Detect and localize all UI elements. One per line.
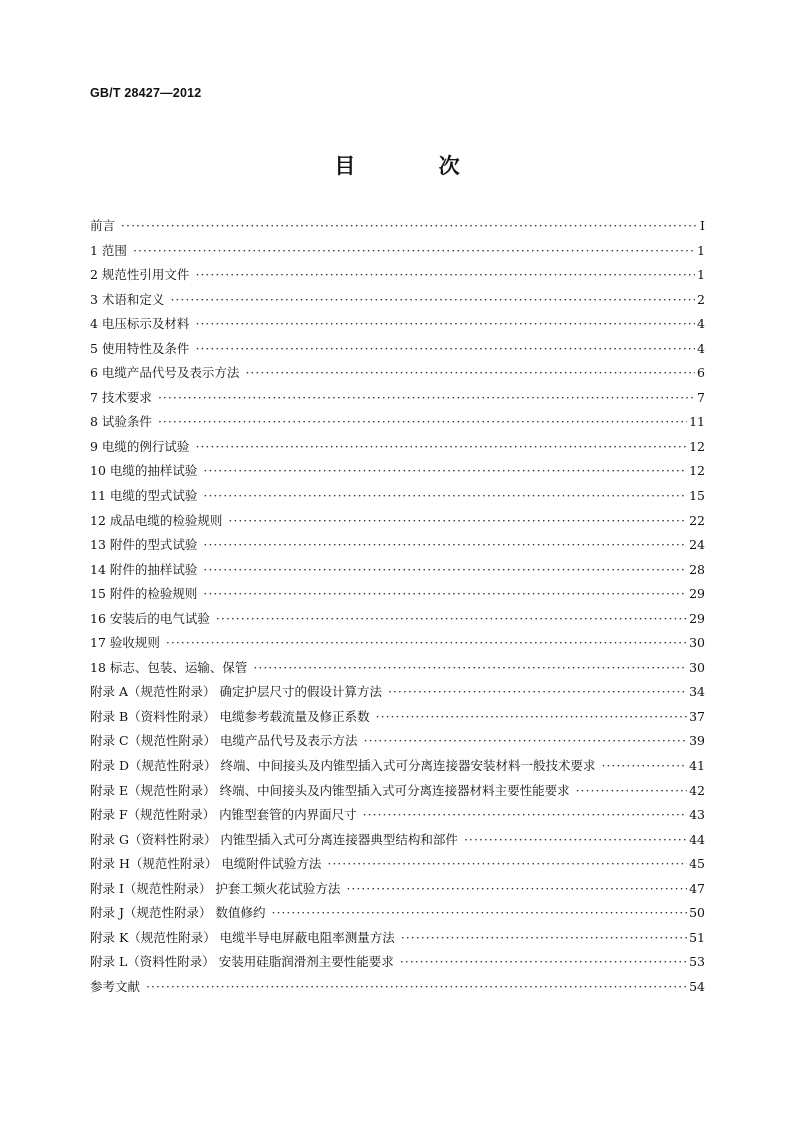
toc-entry-label: 5 使用特性及条件 [90, 340, 190, 356]
toc-entry[interactable] [90, 926, 705, 951]
toc-entry-page-number: 2 [697, 291, 705, 307]
toc-entry[interactable] [90, 533, 705, 558]
toc-dot-leader [364, 729, 688, 754]
toc-entry[interactable] [90, 582, 705, 607]
toc-entry[interactable] [90, 361, 705, 386]
toc-entry[interactable] [90, 509, 705, 534]
toc-entry-page-number: 1 [697, 267, 705, 283]
toc-entry-page-number: 6 [697, 365, 705, 381]
toc-entry-label: 13 附件的型式试验 [90, 537, 198, 553]
toc-entry-page-number: 30 [689, 659, 705, 675]
toc-entry[interactable] [90, 288, 705, 313]
toc-entry-label: 9 电缆的例行试验 [90, 438, 190, 454]
toc-entry-page-number: 51 [689, 929, 705, 945]
toc-entry-page-number: 47 [689, 880, 705, 896]
toc-entry-page-number: 42 [689, 782, 705, 798]
toc-entry[interactable] [90, 263, 705, 288]
toc-entry[interactable] [90, 852, 705, 877]
toc-entry-label: 15 附件的检验规则 [90, 586, 198, 602]
toc-dot-leader [203, 558, 687, 583]
toc-entry-label: 17 验收规则 [90, 635, 160, 651]
toc-entry[interactable] [90, 901, 705, 926]
toc-dot-leader [271, 901, 687, 926]
toc-dot-leader [158, 386, 695, 411]
toc-entry-label: 附录 J（规范性附录） 数值修约 [90, 905, 266, 921]
toc-entry[interactable] [90, 656, 705, 681]
toc-dot-leader [346, 877, 687, 902]
toc-dot-leader [601, 754, 687, 779]
toc-entry[interactable] [90, 337, 705, 362]
toc-entry-label: 参考文献 [90, 978, 141, 994]
toc-entry-label: 附录 I（规范性附录） 护套工频火花试验方法 [90, 880, 341, 896]
toc-entry-page-number: 50 [689, 905, 705, 921]
toc-entry[interactable] [90, 729, 705, 754]
toc-entry[interactable] [90, 312, 705, 337]
toc-dot-leader [195, 337, 695, 362]
toc-entry[interactable] [90, 803, 705, 828]
toc-entry[interactable] [90, 386, 705, 411]
toc-entry-label: 4 电压标示及材料 [90, 316, 190, 332]
toc-entry-page-number: 39 [689, 733, 705, 749]
table-of-contents [90, 214, 705, 1000]
toc-entry-page-number: 44 [689, 831, 705, 847]
toc-dot-leader [228, 509, 687, 534]
toc-entry-page-number: 12 [689, 438, 705, 454]
toc-entry-page-number: 43 [689, 807, 705, 823]
toc-entry-page-number: 37 [689, 708, 705, 724]
toc-entry[interactable] [90, 558, 705, 583]
toc-entry[interactable] [90, 239, 705, 264]
toc-dot-leader [203, 459, 687, 484]
toc-dot-leader [388, 680, 687, 705]
toc-dot-leader [203, 582, 687, 607]
toc-entry-label: 附录 F（规范性附录） 内锥型套管的内界面尺寸 [90, 807, 357, 823]
toc-dot-leader [245, 361, 695, 386]
toc-entry-page-number: 22 [689, 512, 705, 528]
toc-dot-leader [195, 263, 695, 288]
toc-entry-label: 附录 A（规范性附录） 确定护层尺寸的假设计算方法 [90, 684, 382, 700]
toc-dot-leader [170, 288, 695, 313]
toc-entry[interactable] [90, 607, 705, 632]
toc-entry[interactable] [90, 705, 705, 730]
toc-entry[interactable] [90, 484, 705, 509]
toc-entry-label: 11 电缆的型式试验 [90, 488, 198, 504]
toc-entry-page-number: 28 [689, 561, 705, 577]
toc-entry-page-number: 11 [689, 414, 705, 430]
toc-entry-label: 16 安装后的电气试验 [90, 610, 210, 626]
toc-dot-leader [376, 705, 687, 730]
toc-entry-label: 14 附件的抽样试验 [90, 561, 198, 577]
toc-entry-label: 附录 C（规范性附录） 电缆产品代号及表示方法 [90, 733, 358, 749]
toc-dot-leader [216, 607, 687, 632]
toc-entry-label: 附录 L（资料性附录） 安装用硅脂润滑剂主要性能要求 [90, 954, 394, 970]
toc-entry-page-number: 12 [689, 463, 705, 479]
toc-dot-leader [203, 484, 687, 509]
toc-dot-leader [146, 975, 687, 1000]
toc-entry-page-number: 30 [689, 635, 705, 651]
toc-entry[interactable] [90, 459, 705, 484]
toc-entry-label: 8 试验条件 [90, 414, 152, 430]
toc-entry-label: 2 规范性引用文件 [90, 267, 190, 283]
toc-entry-page-number: 15 [689, 488, 705, 504]
toc-entry-page-number: 4 [697, 340, 705, 356]
toc-entry-label: 7 技术要求 [90, 389, 152, 405]
toc-entry-label: 6 电缆产品代号及表示方法 [90, 365, 240, 381]
toc-entry-label: 18 标志、包装、运输、保管 [90, 659, 248, 675]
toc-entry[interactable] [90, 214, 705, 239]
toc-entry[interactable] [90, 779, 705, 804]
toc-dot-leader [121, 214, 698, 239]
toc-entry[interactable] [90, 754, 705, 779]
toc-entry-page-number: 34 [689, 684, 705, 700]
toc-entry[interactable] [90, 975, 705, 1000]
page-title: 目 次 [334, 154, 498, 178]
toc-entry-page-number: 24 [689, 537, 705, 553]
standard-code: GB/T 28427—2012 [90, 86, 202, 100]
toc-dot-leader [203, 533, 687, 558]
toc-dot-leader [133, 239, 695, 264]
toc-entry-page-number: 29 [689, 610, 705, 626]
toc-entry-label: 附录 E（规范性附录） 终端、中间接头及内锥型插入式可分离连接器材料主要性能要求 [90, 782, 570, 798]
toc-dot-leader [195, 435, 687, 460]
toc-entry[interactable] [90, 435, 705, 460]
toc-dot-leader [166, 631, 687, 656]
toc-entry-label: 1 范围 [90, 242, 127, 258]
toc-entry-page-number: 29 [689, 586, 705, 602]
toc-dot-leader [195, 312, 695, 337]
toc-entry[interactable] [90, 950, 705, 975]
toc-entry[interactable] [90, 631, 705, 656]
toc-entry-label: 附录 K（规范性附录） 电缆半导电屏蔽电阻率测量方法 [90, 929, 395, 945]
toc-entry-page-number: 54 [689, 978, 705, 994]
toc-entry-label: 附录 H（规范性附录） 电缆附件试验方法 [90, 856, 322, 872]
toc-dot-leader [401, 926, 687, 951]
toc-entry-label: 附录 B（资料性附录） 电缆参考载流量及修正系数 [90, 708, 370, 724]
toc-entry-page-number: Ⅰ [700, 218, 705, 233]
toc-entry-label: 3 术语和定义 [90, 291, 165, 307]
toc-entry-label: 附录 G（资料性附录） 内锥型插入式可分离连接器典型结构和部件 [90, 831, 458, 847]
toc-dot-leader [327, 852, 687, 877]
toc-entry-label: 附录 D（规范性附录） 终端、中间接头及内锥型插入式可分离连接器安装材料一般技术要求 [90, 758, 596, 774]
toc-entry-label: 10 电缆的抽样试验 [90, 463, 198, 479]
toc-dot-leader [576, 779, 688, 804]
toc-dot-leader [158, 410, 687, 435]
toc-dot-leader [363, 803, 687, 828]
toc-entry-label: 前言 [90, 218, 116, 233]
toc-entry[interactable] [90, 680, 705, 705]
toc-entry[interactable] [90, 877, 705, 902]
toc-dot-leader [253, 656, 687, 681]
toc-dot-leader [400, 950, 687, 975]
toc-entry-page-number: 7 [697, 389, 705, 405]
toc-entry-page-number: 1 [697, 242, 705, 258]
toc-entry-page-number: 53 [689, 954, 705, 970]
toc-entry-page-number: 41 [689, 758, 705, 774]
toc-entry-label: 12 成品电缆的检验规则 [90, 512, 223, 528]
toc-entry-page-number: 45 [689, 856, 705, 872]
toc-entry-page-number: 4 [697, 316, 705, 332]
toc-entry[interactable] [90, 410, 705, 435]
toc-entry[interactable] [90, 828, 705, 853]
toc-dot-leader [464, 828, 687, 853]
